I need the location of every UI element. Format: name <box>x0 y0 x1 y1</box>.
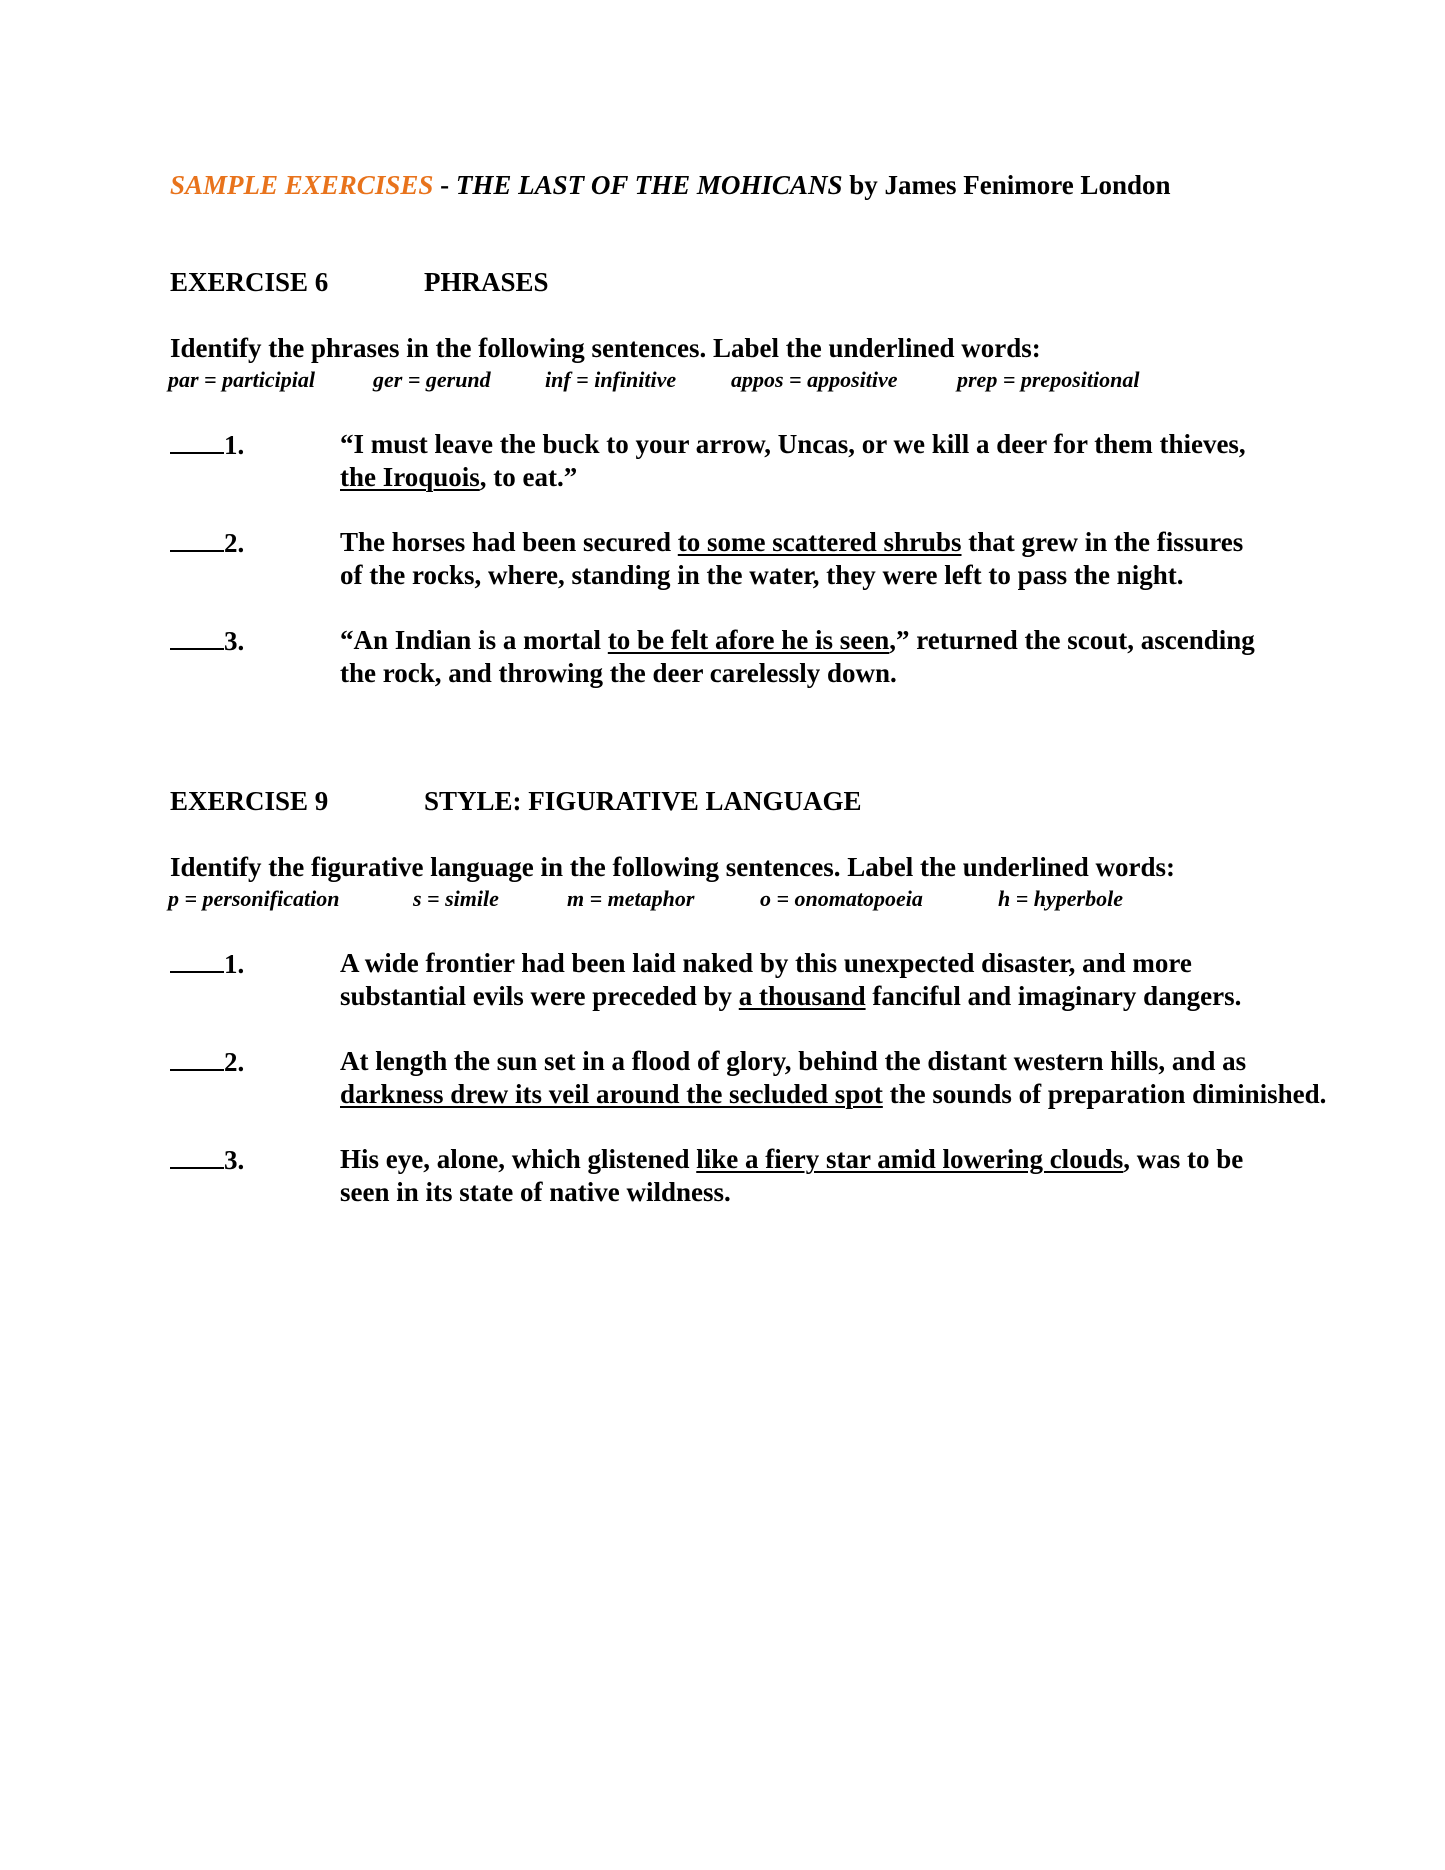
sentence-text: , to eat.” <box>479 462 578 492</box>
item-sentence <box>340 526 1350 592</box>
sentence-line: the rock, and throwing the deer carelessly down. <box>340 658 897 688</box>
item-sentence <box>340 1143 1350 1209</box>
exercise-9-topic: STYLE: FIGURATIVE LANGUAGE <box>424 786 862 816</box>
sentence-text: , was to be <box>1123 1144 1244 1174</box>
legend-item: s = simile <box>413 886 499 911</box>
answer-blank[interactable] <box>170 428 244 461</box>
sentence-text: ,” returned the scout, ascending <box>889 625 1255 655</box>
sentence-text: substantial evils were preceded by <box>340 981 739 1011</box>
legend-item: m = metaphor <box>567 886 695 911</box>
title-book-name: THE LAST OF THE MOHICANS <box>455 170 843 200</box>
sentence-text: that grew in the fissures <box>961 527 1244 557</box>
item-sentence <box>340 1045 1350 1111</box>
sentence-text: “An Indian is a mortal <box>340 625 608 655</box>
sentence-line <box>340 624 1350 657</box>
answer-blank[interactable] <box>170 1045 244 1078</box>
answer-blank[interactable] <box>170 947 244 980</box>
exercise-6-heading <box>170 267 549 298</box>
legend-item: par = participial <box>168 367 315 392</box>
sentence-line <box>340 980 1350 1013</box>
sentence-line <box>340 1078 1350 1111</box>
underlined-phrase: the Iroquois <box>340 462 480 492</box>
sentence-line: At length the sun set in a flood of glory, behind the distant western hills, and as <box>340 1046 1247 1076</box>
underlined-phrase: like a fiery star amid lowering clouds <box>696 1144 1124 1174</box>
sentence-line: of the rocks, where, standing in the water, they were left to pass the night. <box>340 560 1184 590</box>
legend-item: appos = appositive <box>731 367 898 392</box>
item-number: 2. <box>224 528 245 558</box>
underlined-phrase: to some scattered shrubs <box>677 527 962 557</box>
sentence-text: the sounds of preparation diminished. <box>882 1079 1327 1109</box>
item-number: 3. <box>224 1145 245 1175</box>
item-sentence <box>340 947 1350 1013</box>
legend-item: inf = infinitive <box>545 367 677 392</box>
item-number: 3. <box>224 626 245 656</box>
underlined-phrase: a thousand <box>738 981 866 1011</box>
sentence-line: A wide frontier had been laid naked by this unexpected disaster, and more <box>340 948 1192 978</box>
legend-item: o = onomatopoeia <box>760 886 923 911</box>
exercise-9-instruction: Identify the figurative language in the following sentences. Label the underlined words: <box>170 852 1176 882</box>
sentence-text: fanciful and imaginary dangers. <box>865 981 1242 1011</box>
exercise-9-number: EXERCISE 9 <box>170 786 329 816</box>
page-title <box>170 170 1171 201</box>
underlined-phrase: darkness drew its veil around the secluded spot <box>340 1079 883 1109</box>
sentence-line: “I must leave the buck to your arrow, Uncas, or we kill a deer for them thieves, <box>340 429 1246 459</box>
item-sentence <box>340 428 1350 494</box>
answer-blank[interactable] <box>170 624 244 657</box>
sentence-line <box>340 526 1350 559</box>
sentence-line <box>340 461 1350 494</box>
item-number: 2. <box>224 1047 245 1077</box>
answer-blank[interactable] <box>170 526 244 559</box>
title-author: by James Fenimore London <box>842 170 1171 200</box>
legend-item: prep = prepositional <box>957 367 1140 392</box>
sentence-text: His eye, alone, which glistened <box>340 1144 697 1174</box>
answer-blank[interactable] <box>170 1143 244 1176</box>
legend-item: h = hyperbole <box>998 886 1123 911</box>
exercise-6-instruction: Identify the phrases in the following sentences. Label the underlined words: <box>170 333 1041 363</box>
exercise-6-number: EXERCISE 6 <box>170 267 329 297</box>
title-sample-label: SAMPLE EXERCISES <box>170 170 434 200</box>
item-sentence <box>340 624 1350 690</box>
exercise-9-heading <box>170 786 862 817</box>
title-separator: - <box>433 170 456 200</box>
underlined-phrase: to be felt afore he is seen <box>607 625 890 655</box>
sentence-text: The horses had been secured <box>340 527 678 557</box>
sentence-line: seen in its state of native wildness. <box>340 1177 731 1207</box>
legend-item: ger = gerund <box>373 367 491 392</box>
item-number: 1. <box>224 949 245 979</box>
item-number: 1. <box>224 430 245 460</box>
legend-item: p = personification <box>168 886 340 911</box>
exercise-6-topic: PHRASES <box>424 267 549 297</box>
sentence-line <box>340 1143 1350 1176</box>
